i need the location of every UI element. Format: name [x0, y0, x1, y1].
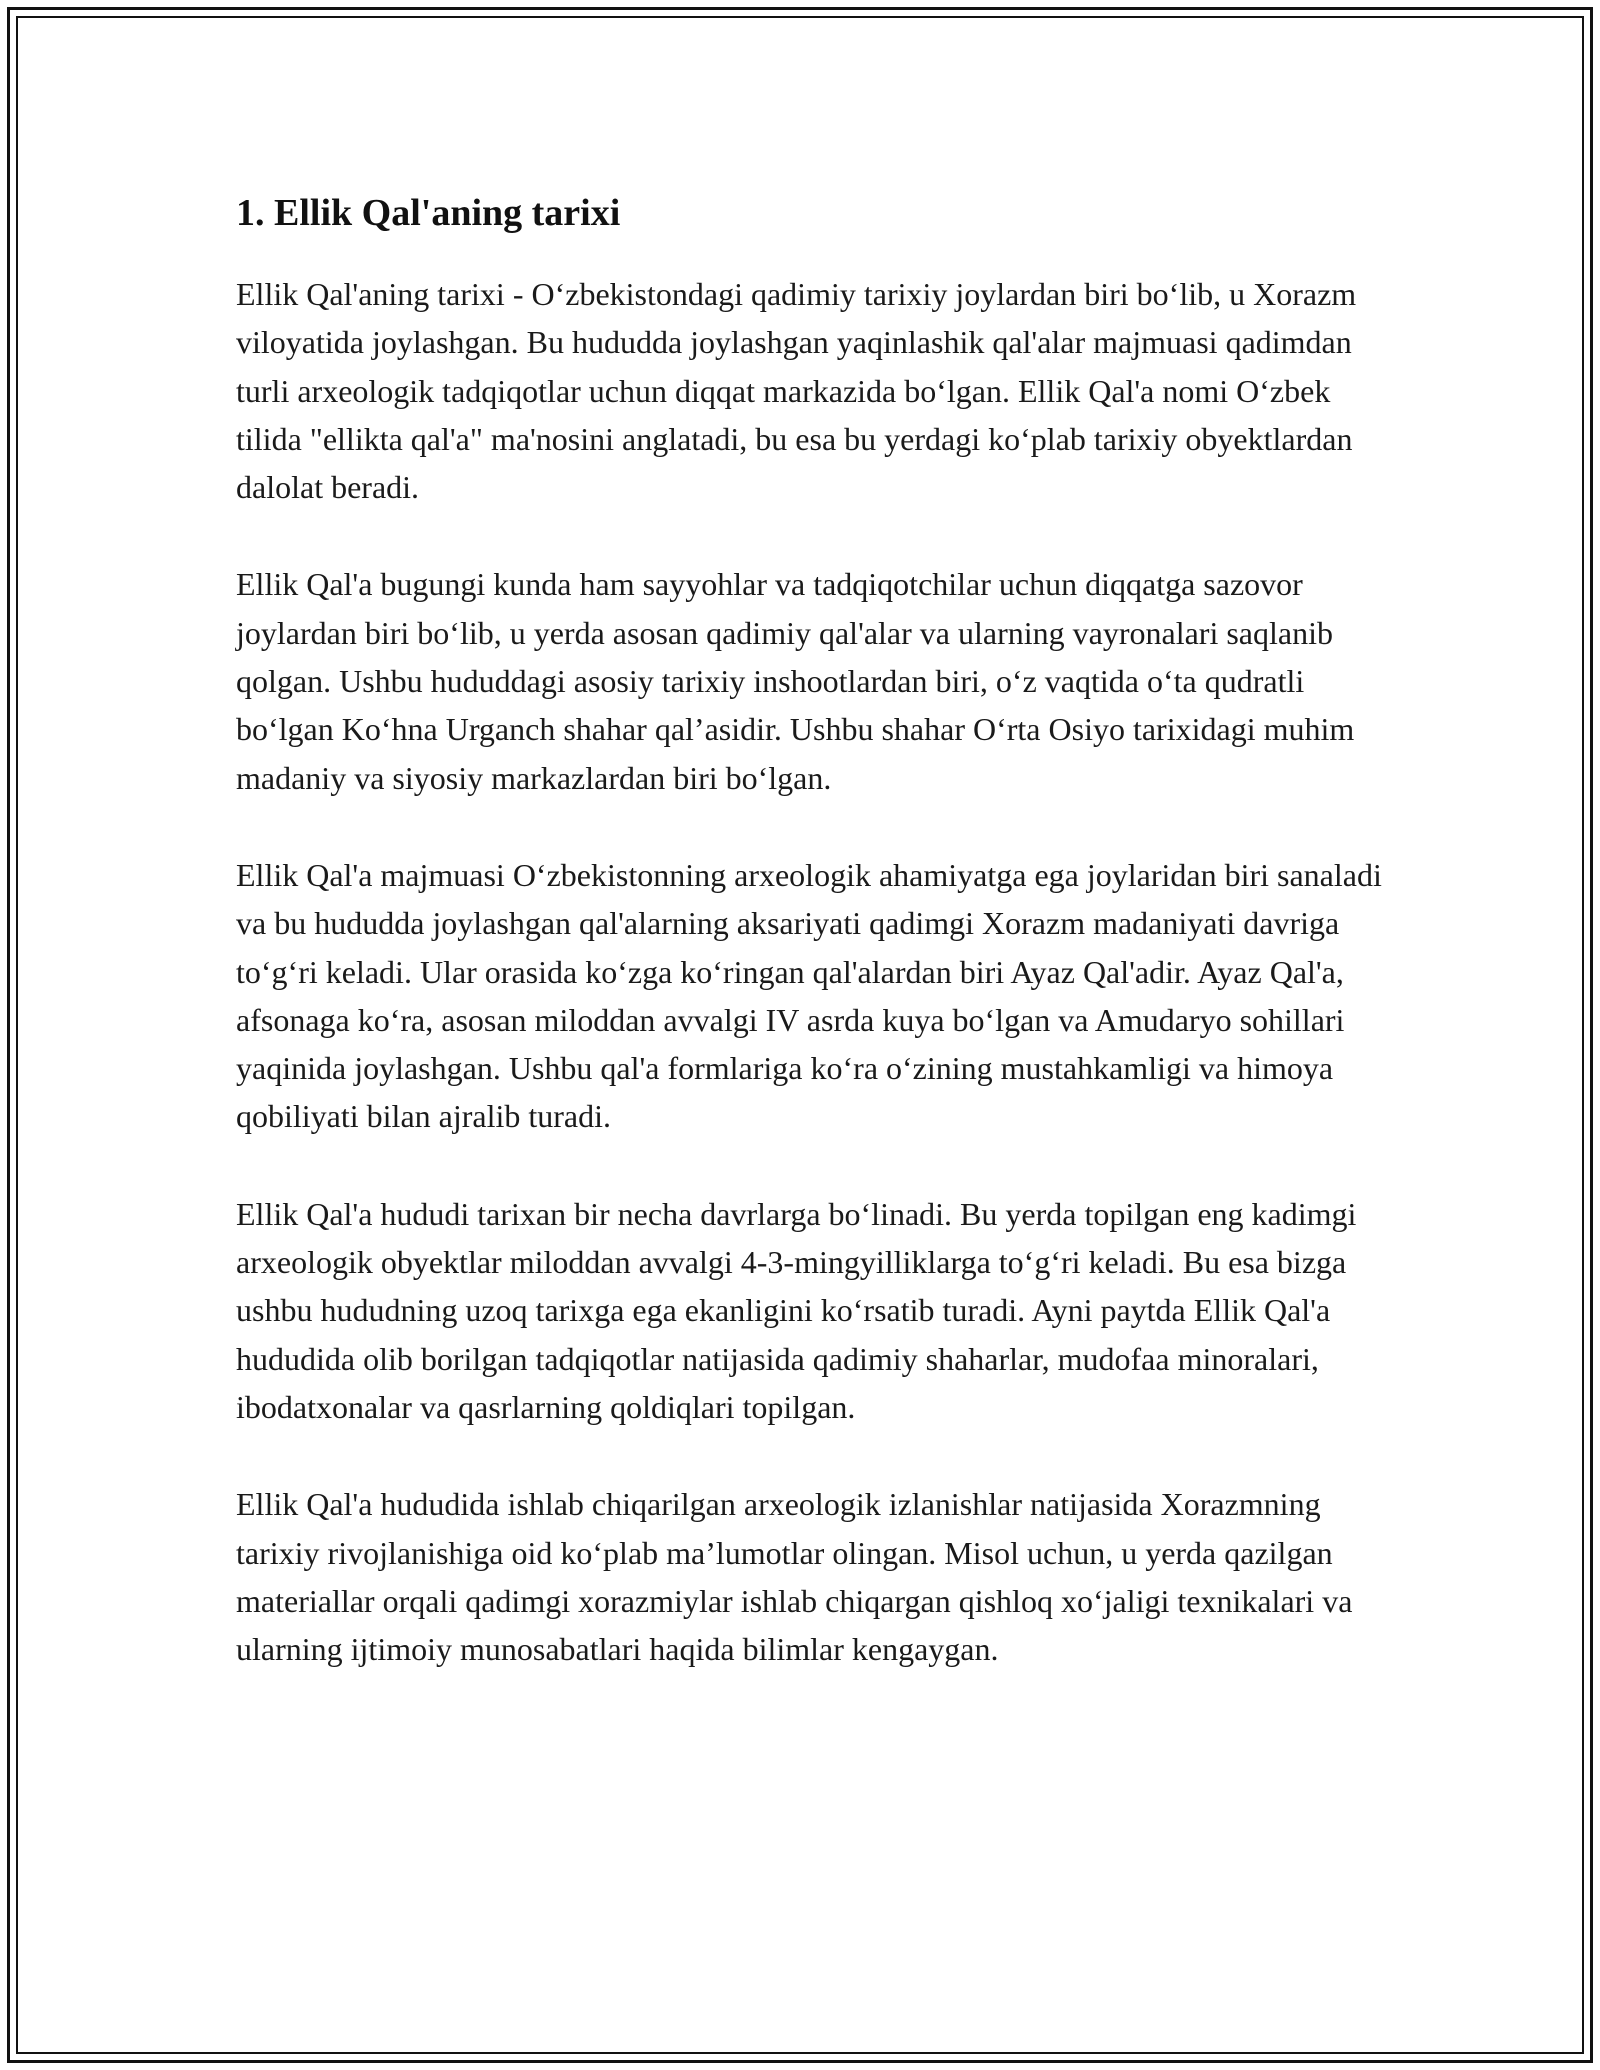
paragraph-4: Ellik Qal'a hududi tarixan bir necha davrlarga bo‘linadi. Bu yerda topilgan eng kadimgi arxeologik obyektlar miloddan avvalgi 4-3-mingyilliklarga to‘g‘ri keladi. Bu esa bizga ushbu hududning uzoq tarixga ega ekanligini ko‘rsatib turadi. Ayni paytda Ellik Qal'a hududida olib borilgan tadqiqotlar natijasida qadimiy shaharlar, mudofaa minoralari, ibodatxonalar va qasrlarning qoldiqlari topilgan. [236, 1195, 1357, 1425]
paragraph-2: Ellik Qal'a bugungi kunda ham sayyohlar va tadqiqotchilar uchun diqqatga sazovor joylardan biri bo‘lib, u yerda asosan qadimiy qal'alar va ularning vayronalari saqlanib qolgan. Ushbu hududdagi asosiy tarixiy inshootlardan biri, o‘z vaqtida o‘ta qudratli bo‘lgan Ko‘hna Urganch shahar qal’asidir. Ushbu shahar O‘rta Osiyo tarixidagi muhim madaniy va siyosiy markazlardan biri bo‘lgan. [236, 566, 1355, 796]
paragraph-5: Ellik Qal'a hududida ishlab chiqarilgan arxeologik izlanishlar natijasida Xorazmning tarixiy rivojlanishiga oid ko‘plab ma’lumotlar olingan. Misol uchun, u yerda qazilgan materiallar orqali qadimgi xorazmiylar ishlab chiqargan qishloq xo‘jaligi texnikalari va ularning ijtimoiy munosabatlari haqida bilimlar kengaygan. [236, 1486, 1353, 1668]
document-body [236, 188, 1386, 1722]
paragraph-1: Ellik Qal'aning tarixi - O‘zbekistondagi qadimiy tarixiy joylardan biri bo‘lib, u Xorazm viloyatida joylashgan. Bu hududda joylashgan yaqinlashik qal'alar majmuasi qadimdan turli arxeologik tadqiqotlar uchun diqqat markazida bo‘lgan. Ellik Qal'a nomi O‘zbek tilida "ellikta qal'a" ma'nosini anglatadi, bu esa bu yerdagi ko‘plab tarixiy obyektlardan dalolat beradi. [236, 276, 1357, 506]
section-heading: 1. Ellik Qal'aning tarixi [236, 192, 621, 234]
paragraph-3: Ellik Qal'a majmuasi O‘zbekistonning arxeologik ahamiyatga ega joylaridan biri sanaladi va bu hududda joylashgan qal'alarning aksariyati qadimgi Xorazm madaniyati davriga to‘g‘ri keladi. Ular orasida ko‘zga ko‘ringan qal'alardan biri Ayaz Qal'adir. Ayaz Qal'a, afsonaga ko‘ra, asosan miloddan avvalgi IV asrda kuya bo‘lgan va Amudaryo sohillari yaqinida joylashgan. Ushbu qal'a formlariga ko‘ra o‘zining mustahkamligi va himoya qobiliyati bilan ajralib turadi. [236, 856, 1382, 1135]
